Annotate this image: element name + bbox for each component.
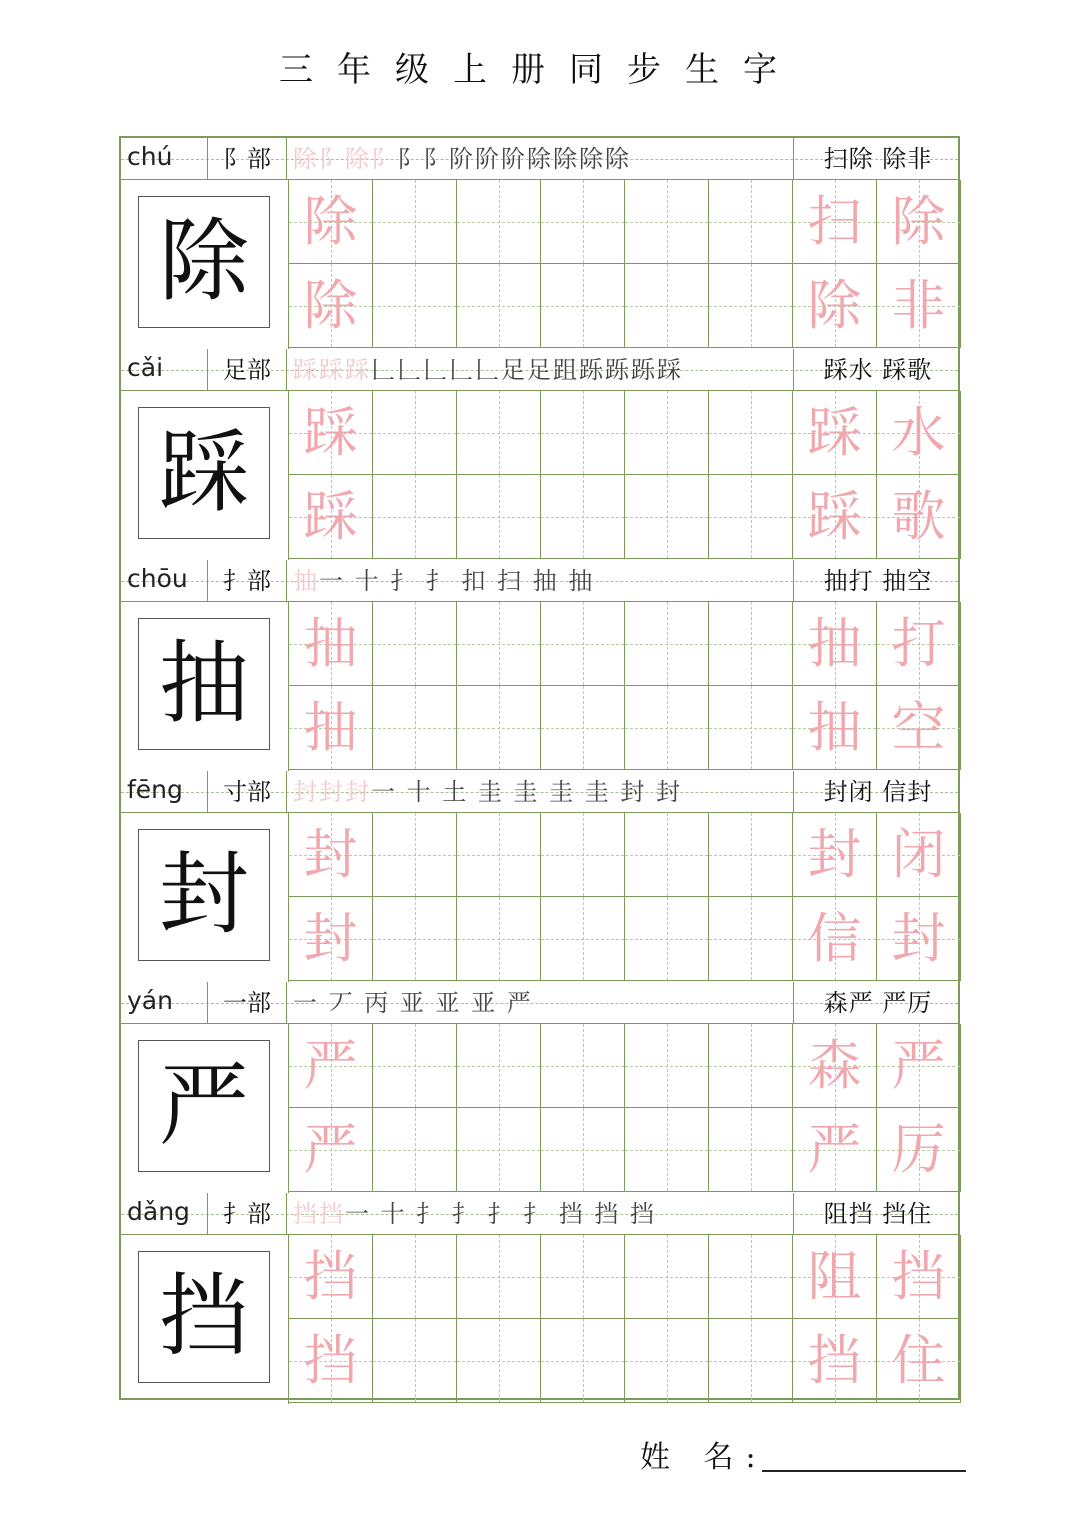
practice-cell[interactable] [289, 475, 373, 559]
practice-cell[interactable] [541, 897, 625, 981]
word-cell[interactable] [877, 897, 961, 981]
practice-cell[interactable] [709, 1319, 793, 1403]
practice-cell[interactable] [289, 1024, 373, 1108]
practice-cell[interactable] [457, 686, 541, 770]
word-trace-character: 抽 [807, 612, 862, 675]
trace-character: 抽 [303, 696, 358, 759]
trace-character: 挡 [303, 1329, 358, 1392]
pinyin: yán [127, 986, 173, 1015]
pinyin: cǎi [127, 353, 164, 382]
model-character: 封 [138, 829, 270, 961]
practice-cell[interactable] [625, 1024, 709, 1108]
word-cell[interactable] [877, 1319, 961, 1403]
word-trace-character: 严 [891, 1034, 946, 1097]
word-trace-character: 住 [891, 1329, 946, 1392]
word-trace-character: 歌 [891, 485, 946, 548]
word-cell[interactable] [877, 475, 961, 559]
word-trace-character: 踩 [807, 401, 862, 464]
model-character-cell [121, 1235, 289, 1404]
stroke-order-ghost: 抽 [293, 567, 319, 595]
word-cell[interactable] [877, 602, 961, 686]
character-block [121, 560, 958, 771]
practice-cell[interactable] [541, 180, 625, 264]
trace-character: 封 [303, 823, 358, 886]
model-character: 严 [138, 1040, 270, 1172]
stroke-order-sequence: 𠃊𠃊𠃊𠃊𠃊足足跙跞跞跞踩 [371, 356, 683, 384]
practice-cell[interactable] [709, 475, 793, 559]
word-cell[interactable] [877, 686, 961, 770]
practice-cell[interactable] [373, 180, 457, 264]
stroke-order [293, 349, 793, 391]
pinyin: fēng [127, 775, 183, 804]
practice-cell[interactable] [541, 391, 625, 475]
pinyin: chōu [127, 564, 188, 593]
stroke-order [293, 982, 793, 1024]
practice-cell[interactable] [373, 813, 457, 897]
practice-cell[interactable] [457, 602, 541, 686]
name-label: 姓 名: [640, 1440, 768, 1475]
stroke-order-sequence: 一 十 土 圭 圭 圭 圭 封 封 [371, 778, 683, 806]
radical: 阝部 [207, 138, 287, 180]
word-trace-character: 踩 [807, 485, 862, 548]
practice-cell[interactable] [709, 897, 793, 981]
word-trace-character: 空 [891, 696, 946, 759]
character-block [121, 138, 958, 349]
word-trace-character: 除 [891, 190, 946, 253]
stroke-order [293, 771, 793, 813]
practice-cell[interactable] [625, 180, 709, 264]
practice-cell[interactable] [373, 602, 457, 686]
practice-cell[interactable] [289, 180, 373, 264]
practice-cell[interactable] [373, 1319, 457, 1403]
practice-cell[interactable] [625, 1235, 709, 1319]
character-block [121, 349, 958, 560]
practice-cell[interactable] [457, 391, 541, 475]
word-trace-character: 森 [807, 1034, 862, 1097]
practice-cell[interactable] [373, 391, 457, 475]
practice-cell[interactable] [541, 1024, 625, 1108]
practice-cell[interactable] [373, 686, 457, 770]
practice-cell[interactable] [289, 813, 373, 897]
stroke-order-sequence: 一 十 扌 扌 扌 扌 挡 挡 挡 [345, 1200, 657, 1228]
word-trace-character: 除 [807, 274, 862, 337]
word-cell[interactable] [793, 1235, 877, 1319]
practice-cell[interactable] [541, 264, 625, 348]
practice-cell[interactable] [625, 686, 709, 770]
practice-cell[interactable] [625, 391, 709, 475]
practice-cell[interactable] [709, 391, 793, 475]
practice-cell[interactable] [289, 1235, 373, 1319]
practice-cell[interactable] [457, 180, 541, 264]
word-trace-character: 封 [807, 823, 862, 886]
word-trace-character: 信 [807, 907, 862, 970]
practice-cell[interactable] [709, 1108, 793, 1192]
practice-cell[interactable] [457, 1024, 541, 1108]
model-character: 挡 [138, 1251, 270, 1383]
practice-cell[interactable] [457, 897, 541, 981]
stroke-order [293, 1193, 793, 1235]
block-header [121, 771, 958, 813]
practice-cell[interactable] [709, 180, 793, 264]
word-cell[interactable] [793, 264, 877, 348]
word-trace-character: 闭 [891, 823, 946, 886]
trace-character: 踩 [303, 485, 358, 548]
word-cell[interactable] [793, 391, 877, 475]
practice-cell[interactable] [625, 1108, 709, 1192]
stroke-order-sequence: 阝阝阶阶阶除除除除 [397, 145, 631, 173]
stroke-order [293, 138, 793, 180]
practice-cell[interactable] [541, 813, 625, 897]
word-cell[interactable] [877, 1235, 961, 1319]
practice-cell[interactable] [373, 264, 457, 348]
word-cell[interactable] [793, 1319, 877, 1403]
trace-character: 封 [303, 907, 358, 970]
word-trace-character: 扫 [807, 190, 862, 253]
word-cell[interactable] [877, 391, 961, 475]
block-header [121, 138, 958, 180]
practice-cell[interactable] [625, 602, 709, 686]
character-block [121, 771, 958, 982]
practice-cell[interactable] [457, 475, 541, 559]
word-cell[interactable] [877, 264, 961, 348]
word-trace-character: 水 [891, 401, 946, 464]
word-cell[interactable] [793, 180, 877, 264]
practice-cell[interactable] [457, 1235, 541, 1319]
model-character-cell [121, 180, 289, 349]
practice-cell[interactable] [289, 897, 373, 981]
example-words: 扫除 除非 [793, 138, 962, 180]
practice-cell[interactable] [457, 1108, 541, 1192]
model-character-cell [121, 813, 289, 982]
word-trace-character: 非 [891, 274, 946, 337]
practice-cell[interactable] [541, 1319, 625, 1403]
stroke-order-ghost: 踩踩踩 [293, 356, 371, 384]
example-words: 森严 严厉 [793, 982, 962, 1024]
practice-cell[interactable] [373, 1235, 457, 1319]
word-trace-character: 厉 [891, 1118, 946, 1181]
example-words: 踩水 踩歌 [793, 349, 962, 391]
word-trace-character: 打 [891, 612, 946, 675]
word-trace-character: 挡 [891, 1245, 946, 1308]
word-trace-character: 封 [891, 907, 946, 970]
practice-cell[interactable] [541, 686, 625, 770]
word-cell[interactable] [793, 1108, 877, 1192]
model-character-cell [121, 1024, 289, 1193]
practice-cell[interactable] [289, 686, 373, 770]
name-input-line[interactable] [762, 1470, 966, 1472]
stroke-order-ghost: 除阝除阝 [293, 145, 397, 173]
word-cell[interactable] [793, 1024, 877, 1108]
practice-cell[interactable] [625, 475, 709, 559]
pinyin: dǎng [127, 1197, 190, 1226]
trace-character: 除 [303, 274, 358, 337]
practice-cell[interactable] [457, 1319, 541, 1403]
trace-character: 除 [303, 190, 358, 253]
practice-sheet [119, 136, 960, 1400]
example-words: 抽打 抽空 [793, 560, 962, 602]
radical: 扌部 [207, 1193, 287, 1235]
block-header [121, 560, 958, 602]
practice-cell[interactable] [541, 602, 625, 686]
trace-character: 严 [303, 1034, 358, 1097]
word-cell[interactable] [793, 475, 877, 559]
word-trace-character: 严 [807, 1118, 862, 1181]
practice-cell[interactable] [373, 1108, 457, 1192]
practice-cell[interactable] [289, 264, 373, 348]
trace-character: 踩 [303, 401, 358, 464]
trace-character: 严 [303, 1118, 358, 1181]
pinyin: chú [127, 142, 173, 171]
practice-cell[interactable] [709, 1235, 793, 1319]
practice-cell[interactable] [625, 264, 709, 348]
word-cell[interactable] [877, 1108, 961, 1192]
practice-cell[interactable] [457, 264, 541, 348]
radical: 寸部 [207, 771, 287, 813]
practice-cell[interactable] [289, 1108, 373, 1192]
block-header [121, 1193, 958, 1235]
word-trace-character: 挡 [807, 1329, 862, 1392]
model-character: 抽 [138, 618, 270, 750]
model-character: 踩 [138, 407, 270, 539]
practice-cell[interactable] [625, 897, 709, 981]
word-cell[interactable] [793, 686, 877, 770]
practice-cell[interactable] [709, 686, 793, 770]
practice-cell[interactable] [709, 813, 793, 897]
practice-cell[interactable] [289, 391, 373, 475]
practice-cell[interactable] [541, 475, 625, 559]
practice-cell[interactable] [709, 1024, 793, 1108]
model-character: 除 [138, 196, 270, 328]
block-header [121, 349, 958, 391]
model-character-cell [121, 602, 289, 771]
practice-cell[interactable] [709, 264, 793, 348]
stroke-order-sequence: 一 十 扌 扌 扣 扫 抽 抽 [319, 567, 595, 595]
example-words: 阻挡 挡住 [793, 1193, 962, 1235]
practice-cell[interactable] [457, 813, 541, 897]
example-words: 封闭 信封 [793, 771, 962, 813]
word-cell[interactable] [793, 813, 877, 897]
model-character-cell [121, 391, 289, 560]
word-trace-character: 抽 [807, 696, 862, 759]
radical: 扌部 [207, 560, 287, 602]
practice-cell[interactable] [373, 475, 457, 559]
word-cell[interactable] [877, 1024, 961, 1108]
practice-cell[interactable] [541, 1235, 625, 1319]
practice-cell[interactable] [541, 1108, 625, 1192]
word-cell[interactable] [877, 813, 961, 897]
trace-character: 抽 [303, 612, 358, 675]
word-cell[interactable] [877, 180, 961, 264]
radical: 一部 [207, 982, 287, 1024]
practice-cell[interactable] [625, 1319, 709, 1403]
stroke-order-ghost: 封封封 [293, 778, 371, 806]
practice-cell[interactable] [709, 602, 793, 686]
character-block [121, 1193, 958, 1404]
practice-cell[interactable] [373, 1024, 457, 1108]
radical: 足部 [207, 349, 287, 391]
word-cell[interactable] [793, 897, 877, 981]
character-block [121, 982, 958, 1193]
page-title: 三年级上册同步生字 [279, 50, 801, 90]
stroke-order-sequence: 一 丆 丙 亚 亚 亚 严 [293, 989, 533, 1017]
practice-cell[interactable] [373, 897, 457, 981]
practice-cell[interactable] [289, 1319, 373, 1403]
word-cell[interactable] [793, 602, 877, 686]
block-header [121, 982, 958, 1024]
stroke-order-ghost: 挡挡 [293, 1200, 345, 1228]
stroke-order [293, 560, 793, 602]
trace-character: 挡 [303, 1245, 358, 1308]
practice-cell[interactable] [625, 813, 709, 897]
word-trace-character: 阻 [807, 1245, 862, 1308]
practice-cell[interactable] [289, 602, 373, 686]
